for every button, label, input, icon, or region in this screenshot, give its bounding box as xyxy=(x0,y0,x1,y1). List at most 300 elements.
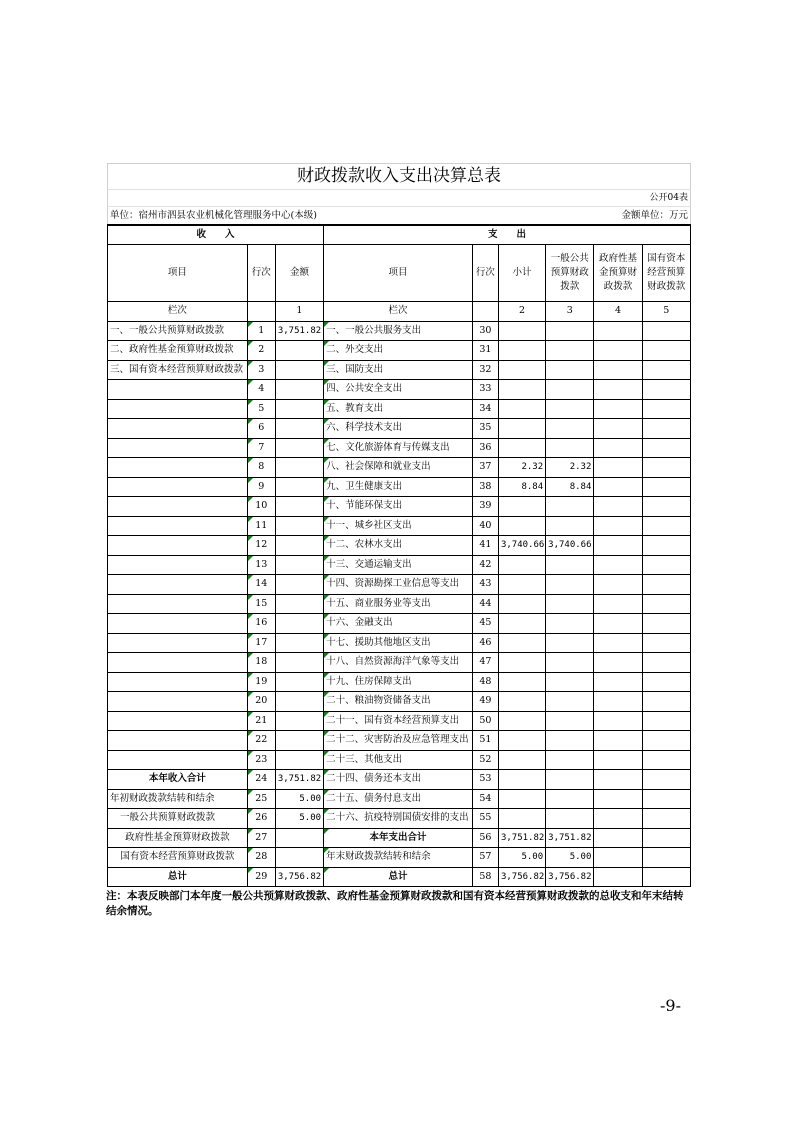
cell-in-amount xyxy=(275,360,323,380)
cell-out-item: 十五、商业服务业等支出 xyxy=(324,594,473,614)
report-title: 财政拨款收入支出决算总表 xyxy=(107,163,691,189)
table-row xyxy=(108,789,691,809)
cell-in-item xyxy=(108,497,248,517)
cell-in-item xyxy=(108,516,248,536)
cell-in-item: 本年收入合计 xyxy=(108,770,248,790)
cell-state xyxy=(642,419,690,439)
cell-in-amount xyxy=(275,380,323,400)
cell-general: 2.32 xyxy=(546,458,594,478)
cell-general: 5.00 xyxy=(546,848,594,868)
cell-subtotal xyxy=(498,789,545,809)
cell-state xyxy=(642,399,690,419)
table-row xyxy=(108,341,691,361)
cell-in-line: 17 xyxy=(247,633,275,653)
cell-in-item xyxy=(108,731,248,751)
cell-out-line: 32 xyxy=(472,360,498,380)
cell-general xyxy=(546,692,594,712)
col-num-3: 3 xyxy=(546,302,594,322)
cell-subtotal xyxy=(498,497,545,517)
cell-out-item: 二十五、债务付息支出 xyxy=(324,789,473,809)
cell-in-amount xyxy=(275,828,323,848)
cell-out-item: 七、文化旅游体育与传媒支出 xyxy=(324,438,473,458)
cell-in-line: 28 xyxy=(247,848,275,868)
cell-state xyxy=(642,867,690,887)
cell-out-item: 三、国防支出 xyxy=(324,360,473,380)
footnote: 注：本表反映部门本年度一般公共预算财政拨款、政府性基金预算财政拨款和国有资本经营预算财政拨款的总收支和年末结转结余情况。 xyxy=(106,890,684,917)
header-line2: 行次 xyxy=(472,245,498,302)
cell-in-amount xyxy=(275,516,323,536)
cell-fund xyxy=(594,750,642,770)
cell-fund xyxy=(594,419,642,439)
cell-out-item: 一、一般公共服务支出 xyxy=(324,321,473,341)
cell-in-amount xyxy=(275,672,323,692)
cell-general xyxy=(546,516,594,536)
cell-fund xyxy=(594,809,642,829)
cell-state xyxy=(642,653,690,673)
cell-in-amount: 5.00 xyxy=(275,809,323,829)
cell-state xyxy=(642,614,690,634)
table-row xyxy=(108,555,691,575)
cell-fund xyxy=(594,380,642,400)
cell-out-line: 37 xyxy=(472,458,498,478)
cell-fund xyxy=(594,731,642,751)
header-subtotal: 小计 xyxy=(498,245,545,302)
cell-state xyxy=(642,750,690,770)
cell-general xyxy=(546,594,594,614)
cell-out-line: 47 xyxy=(472,653,498,673)
cell-in-amount xyxy=(275,497,323,517)
cell-out-item: 六、科学技术支出 xyxy=(324,419,473,439)
col-blank xyxy=(247,302,275,322)
cell-subtotal xyxy=(498,731,545,751)
header-line: 行次 xyxy=(247,245,275,302)
cell-state xyxy=(642,594,690,614)
cell-in-line: 23 xyxy=(247,750,275,770)
report-sheet xyxy=(107,163,691,919)
cell-in-item xyxy=(108,477,248,497)
cell-fund xyxy=(594,360,642,380)
cell-fund xyxy=(594,477,642,497)
cell-fund xyxy=(594,594,642,614)
cell-fund xyxy=(594,341,642,361)
cell-general xyxy=(546,341,594,361)
cell-subtotal xyxy=(498,633,545,653)
cell-fund xyxy=(594,614,642,634)
cell-in-item xyxy=(108,536,248,556)
cell-state xyxy=(642,672,690,692)
cell-in-line: 20 xyxy=(247,692,275,712)
cell-in-amount xyxy=(275,419,323,439)
cell-out-item: 十六、金融支出 xyxy=(324,614,473,634)
cell-out-item: 五、教育支出 xyxy=(324,399,473,419)
cell-out-line: 58 xyxy=(472,867,498,887)
cell-fund xyxy=(594,789,642,809)
cell-fund xyxy=(594,867,642,887)
cell-state xyxy=(642,341,690,361)
column-number-row xyxy=(108,302,691,322)
cell-in-amount xyxy=(275,692,323,712)
cell-in-line: 12 xyxy=(247,536,275,556)
cell-out-item: 十九、住房保障支出 xyxy=(324,672,473,692)
cell-in-amount xyxy=(275,536,323,556)
cell-out-line: 56 xyxy=(472,828,498,848)
cell-state xyxy=(642,380,690,400)
table-row xyxy=(108,633,691,653)
col-num-1: 1 xyxy=(275,302,323,322)
cell-in-line: 19 xyxy=(247,672,275,692)
cell-general xyxy=(546,419,594,439)
cell-in-amount xyxy=(275,614,323,634)
cell-state xyxy=(642,692,690,712)
table-row xyxy=(108,360,691,380)
cell-in-item xyxy=(108,380,248,400)
cell-fund xyxy=(594,438,642,458)
cell-general xyxy=(546,438,594,458)
cell-in-amount xyxy=(275,848,323,868)
cell-out-line: 42 xyxy=(472,555,498,575)
cell-out-item: 十二、农林水支出 xyxy=(324,536,473,556)
header-item2: 项目 xyxy=(324,245,473,302)
cell-fund xyxy=(594,672,642,692)
table-row xyxy=(108,399,691,419)
cell-out-line: 30 xyxy=(472,321,498,341)
income-section-header: 收 入 xyxy=(108,225,324,245)
cell-in-item xyxy=(108,633,248,653)
unit-line xyxy=(107,206,691,224)
cell-state xyxy=(642,360,690,380)
cell-in-amount: 3,751.82 xyxy=(275,770,323,790)
table-row xyxy=(108,692,691,712)
table-row xyxy=(108,536,691,556)
cell-in-item xyxy=(108,614,248,634)
cell-state xyxy=(642,633,690,653)
cell-general: 3,740.66 xyxy=(546,536,594,556)
cell-in-item xyxy=(108,555,248,575)
cell-in-item: 一、一般公共预算财政拨款 xyxy=(108,321,248,341)
cell-fund xyxy=(594,399,642,419)
col-blank2 xyxy=(472,302,498,322)
cell-general xyxy=(546,575,594,595)
cell-subtotal xyxy=(498,419,545,439)
cell-in-item: 一般公共预算财政拨款 xyxy=(108,809,248,829)
cell-subtotal: 2.32 xyxy=(498,458,545,478)
cell-in-amount: 5.00 xyxy=(275,789,323,809)
cell-out-item: 二十一、国有资本经营预算支出 xyxy=(324,711,473,731)
cell-out-line: 38 xyxy=(472,477,498,497)
cell-subtotal: 5.00 xyxy=(498,848,545,868)
col-num-2: 2 xyxy=(498,302,545,322)
cell-out-line: 53 xyxy=(472,770,498,790)
cell-subtotal: 8.84 xyxy=(498,477,545,497)
cell-state xyxy=(642,516,690,536)
cell-in-item: 总计 xyxy=(108,867,248,887)
cell-in-amount xyxy=(275,633,323,653)
cell-subtotal xyxy=(498,380,545,400)
cell-subtotal xyxy=(498,809,545,829)
cell-general xyxy=(546,399,594,419)
cell-in-item xyxy=(108,692,248,712)
cell-out-item: 二十二、灾害防治及应急管理支出 xyxy=(324,731,473,751)
table-row xyxy=(108,497,691,517)
cell-out-line: 34 xyxy=(472,399,498,419)
cell-in-line: 5 xyxy=(247,399,275,419)
cell-out-line: 40 xyxy=(472,516,498,536)
cell-out-line: 44 xyxy=(472,594,498,614)
cell-in-line: 7 xyxy=(247,438,275,458)
cell-fund xyxy=(594,497,642,517)
cell-in-amount xyxy=(275,653,323,673)
cell-in-item: 二、政府性基金预算财政拨款 xyxy=(108,341,248,361)
cell-in-amount xyxy=(275,458,323,478)
cell-in-line: 18 xyxy=(247,653,275,673)
cell-in-item xyxy=(108,438,248,458)
col-label2: 栏次 xyxy=(324,302,473,322)
cell-general xyxy=(546,380,594,400)
table-row xyxy=(108,438,691,458)
table-row xyxy=(108,672,691,692)
cell-in-line: 16 xyxy=(247,614,275,634)
cell-in-item xyxy=(108,458,248,478)
cell-in-line: 1 xyxy=(247,321,275,341)
header-fund: 政府性基金预算财政拨款 xyxy=(594,245,642,302)
cell-out-item: 二十四、债务还本支出 xyxy=(324,770,473,790)
cell-in-item: 政府性基金预算财政拨款 xyxy=(108,828,248,848)
cell-in-line: 3 xyxy=(247,360,275,380)
cell-in-line: 26 xyxy=(247,809,275,829)
cell-in-line: 15 xyxy=(247,594,275,614)
table-row xyxy=(108,321,691,341)
table-row xyxy=(108,477,691,497)
cell-out-line: 55 xyxy=(472,809,498,829)
table-row xyxy=(108,458,691,478)
cell-state xyxy=(642,321,690,341)
cell-out-line: 52 xyxy=(472,750,498,770)
cell-out-line: 51 xyxy=(472,731,498,751)
cell-general: 3,756.82 xyxy=(546,867,594,887)
cell-in-amount xyxy=(275,477,323,497)
cell-subtotal xyxy=(498,399,545,419)
cell-in-line: 14 xyxy=(247,575,275,595)
cell-state xyxy=(642,458,690,478)
cell-in-amount xyxy=(275,711,323,731)
cell-out-item: 十三、交通运输支出 xyxy=(324,555,473,575)
cell-in-amount xyxy=(275,555,323,575)
table-row xyxy=(108,770,691,790)
table-row xyxy=(108,614,691,634)
table-row xyxy=(108,419,691,439)
cell-out-line: 31 xyxy=(472,341,498,361)
cell-subtotal xyxy=(498,692,545,712)
cell-out-line: 57 xyxy=(472,848,498,868)
table-row xyxy=(108,809,691,829)
table-row xyxy=(108,750,691,770)
cell-fund xyxy=(594,711,642,731)
cell-fund xyxy=(594,575,642,595)
header-general: 一般公共预算财政拨款 xyxy=(546,245,594,302)
page-number: -9- xyxy=(660,996,681,1015)
cell-out-line: 48 xyxy=(472,672,498,692)
cell-out-item: 二十六、抗疫特别国债安排的支出 xyxy=(324,809,473,829)
cell-in-line: 10 xyxy=(247,497,275,517)
cell-out-item: 四、公共安全支出 xyxy=(324,380,473,400)
form-number: 公开04表 xyxy=(107,189,691,206)
cell-subtotal xyxy=(498,711,545,731)
cell-general xyxy=(546,555,594,575)
cell-in-line: 24 xyxy=(247,770,275,790)
cell-out-item: 总计 xyxy=(324,867,473,887)
table-row xyxy=(108,867,691,887)
table-row xyxy=(108,828,691,848)
table-row xyxy=(108,848,691,868)
table-row xyxy=(108,653,691,673)
cell-general xyxy=(546,809,594,829)
cell-state xyxy=(642,575,690,595)
cell-state xyxy=(642,438,690,458)
header-amount: 金额 xyxy=(275,245,323,302)
cell-in-item xyxy=(108,711,248,731)
budget-table xyxy=(107,224,691,887)
cell-fund xyxy=(594,653,642,673)
cell-fund xyxy=(594,321,642,341)
cell-out-line: 39 xyxy=(472,497,498,517)
cell-state xyxy=(642,828,690,848)
cell-in-amount xyxy=(275,731,323,751)
cell-in-amount: 3,756.82 xyxy=(275,867,323,887)
cell-out-line: 33 xyxy=(472,380,498,400)
cell-out-item: 十、节能环保支出 xyxy=(324,497,473,517)
cell-fund xyxy=(594,770,642,790)
cell-state xyxy=(642,731,690,751)
cell-in-line: 25 xyxy=(247,789,275,809)
cell-out-item: 九、卫生健康支出 xyxy=(324,477,473,497)
cell-fund xyxy=(594,692,642,712)
cell-in-line: 27 xyxy=(247,828,275,848)
cell-out-line: 45 xyxy=(472,614,498,634)
header-item: 项目 xyxy=(108,245,248,302)
currency-unit: 金额单位：万元 xyxy=(621,210,688,221)
cell-state xyxy=(642,809,690,829)
cell-general xyxy=(546,789,594,809)
cell-out-line: 36 xyxy=(472,438,498,458)
cell-out-item: 二、外交支出 xyxy=(324,341,473,361)
cell-general xyxy=(546,360,594,380)
cell-state xyxy=(642,848,690,868)
cell-in-amount xyxy=(275,750,323,770)
cell-general xyxy=(546,614,594,634)
cell-in-item xyxy=(108,419,248,439)
cell-out-line: 54 xyxy=(472,789,498,809)
table-row xyxy=(108,380,691,400)
cell-out-item: 十七、援助其他地区支出 xyxy=(324,633,473,653)
cell-fund xyxy=(594,555,642,575)
cell-subtotal xyxy=(498,575,545,595)
cell-out-line: 41 xyxy=(472,536,498,556)
cell-state xyxy=(642,555,690,575)
cell-in-line: 9 xyxy=(247,477,275,497)
cell-in-amount xyxy=(275,594,323,614)
cell-in-line: 4 xyxy=(247,380,275,400)
cell-general xyxy=(546,731,594,751)
cell-subtotal xyxy=(498,653,545,673)
cell-out-line: 35 xyxy=(472,419,498,439)
cell-in-amount xyxy=(275,341,323,361)
cell-fund xyxy=(594,848,642,868)
expense-section-header: 支 出 xyxy=(324,225,691,245)
cell-in-line: 8 xyxy=(247,458,275,478)
cell-out-item: 二十三、其他支出 xyxy=(324,750,473,770)
cell-general xyxy=(546,711,594,731)
cell-fund xyxy=(594,536,642,556)
cell-in-item: 国有资本经营预算财政拨款 xyxy=(108,848,248,868)
table-row xyxy=(108,575,691,595)
cell-state xyxy=(642,789,690,809)
cell-state xyxy=(642,536,690,556)
cell-in-line: 6 xyxy=(247,419,275,439)
cell-out-line: 50 xyxy=(472,711,498,731)
cell-general: 8.84 xyxy=(546,477,594,497)
cell-in-line: 13 xyxy=(247,555,275,575)
unit-name: 单位：宿州市泗县农业机械化管理服务中心(本级) xyxy=(110,210,317,221)
col-num-4: 4 xyxy=(594,302,642,322)
cell-out-line: 49 xyxy=(472,692,498,712)
cell-in-item xyxy=(108,575,248,595)
cell-subtotal xyxy=(498,360,545,380)
cell-in-amount xyxy=(275,438,323,458)
cell-general: 3,751.82 xyxy=(546,828,594,848)
cell-general xyxy=(546,672,594,692)
cell-in-item: 三、国有资本经营预算财政拨款 xyxy=(108,360,248,380)
cell-in-line: 22 xyxy=(247,731,275,751)
cell-in-item xyxy=(108,594,248,614)
cell-subtotal xyxy=(498,555,545,575)
cell-general xyxy=(546,653,594,673)
cell-subtotal xyxy=(498,614,545,634)
cell-subtotal: 3,751.82 xyxy=(498,828,545,848)
cell-subtotal: 3,756.82 xyxy=(498,867,545,887)
cell-out-item: 十八、自然资源海洋气象等支出 xyxy=(324,653,473,673)
cell-general xyxy=(546,633,594,653)
cell-subtotal xyxy=(498,750,545,770)
cell-out-line: 46 xyxy=(472,633,498,653)
cell-general xyxy=(546,770,594,790)
cell-in-line: 2 xyxy=(247,341,275,361)
cell-subtotal xyxy=(498,672,545,692)
cell-out-item: 十一、城乡社区支出 xyxy=(324,516,473,536)
cell-out-item: 二十、粮油物资储备支出 xyxy=(324,692,473,712)
cell-out-item: 八、社会保障和就业支出 xyxy=(324,458,473,478)
cell-fund xyxy=(594,516,642,536)
col-label: 栏次 xyxy=(108,302,248,322)
cell-in-item xyxy=(108,750,248,770)
table-row xyxy=(108,516,691,536)
cell-state xyxy=(642,770,690,790)
table-row xyxy=(108,711,691,731)
cell-general xyxy=(546,750,594,770)
cell-out-line: 43 xyxy=(472,575,498,595)
cell-fund xyxy=(594,458,642,478)
header-state: 国有资本经营预算财政拨款 xyxy=(642,245,690,302)
cell-in-line: 29 xyxy=(247,867,275,887)
section-header-row xyxy=(108,225,691,245)
cell-in-item xyxy=(108,399,248,419)
table-row xyxy=(108,731,691,751)
cell-subtotal xyxy=(498,438,545,458)
cell-in-item xyxy=(108,672,248,692)
cell-in-line: 11 xyxy=(247,516,275,536)
cell-in-item: 年初财政拨款结转和结余 xyxy=(108,789,248,809)
cell-subtotal: 3,740.66 xyxy=(498,536,545,556)
cell-in-line: 21 xyxy=(247,711,275,731)
